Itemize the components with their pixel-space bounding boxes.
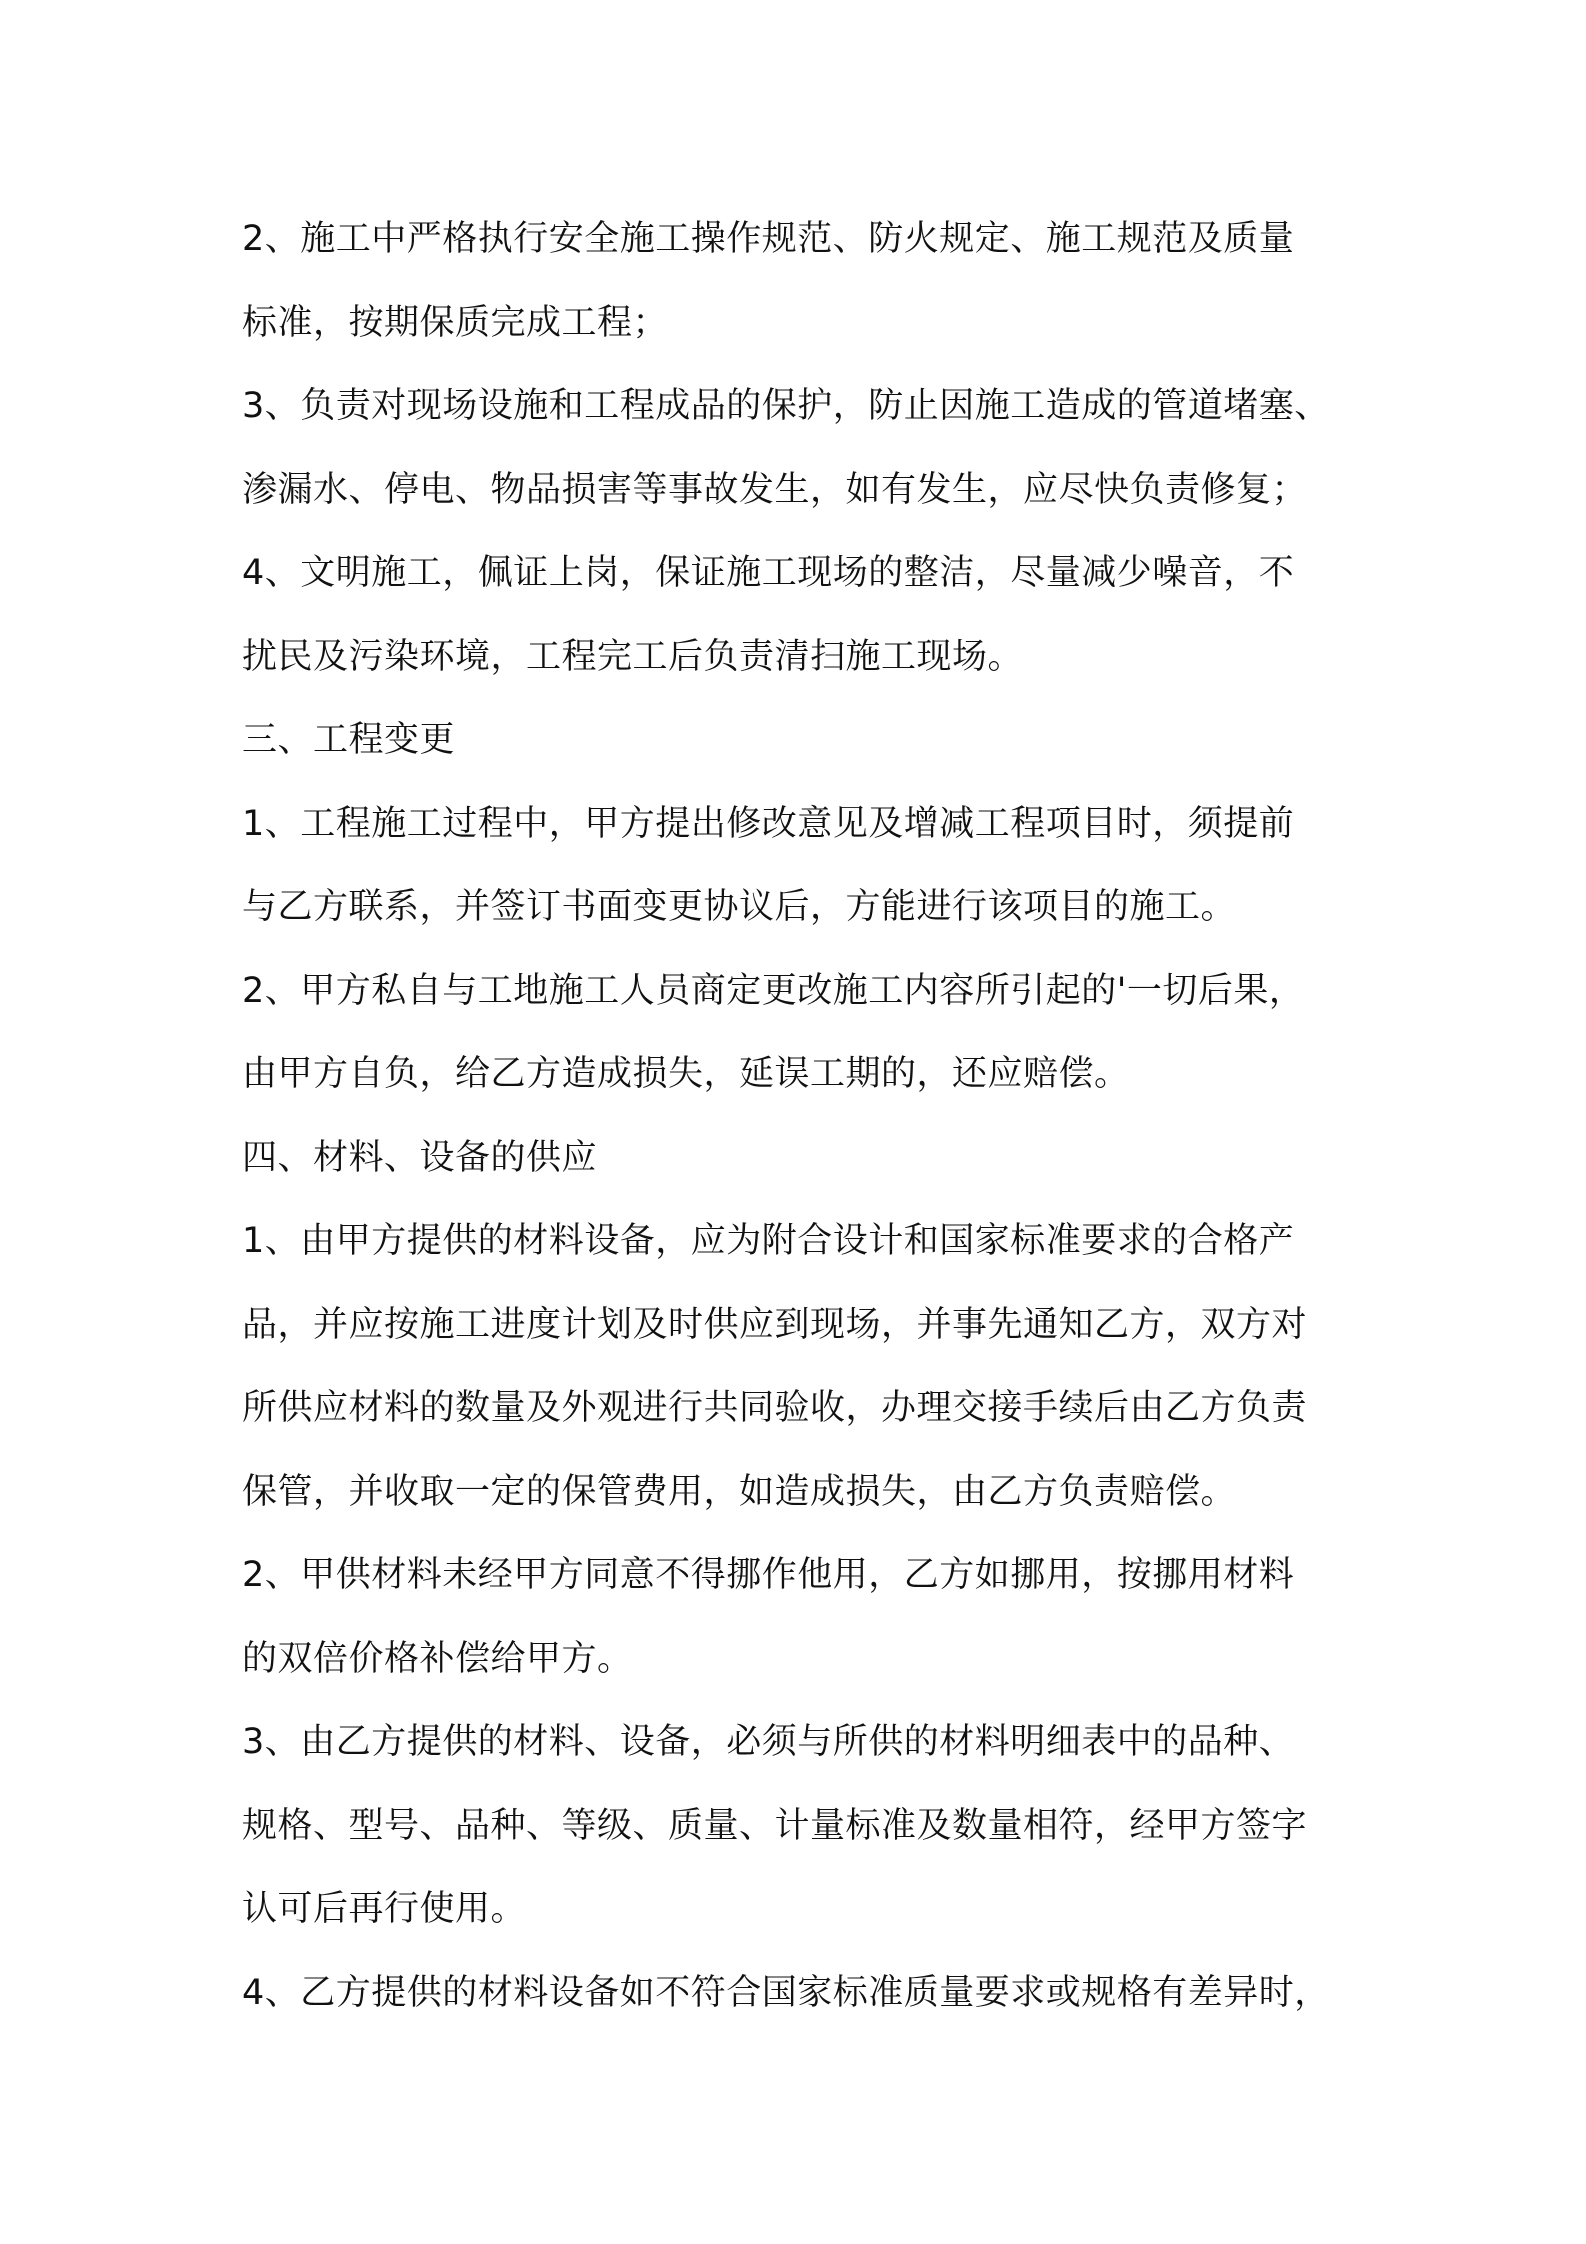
section-3-heading: 三、工程变更 [242,720,456,760]
change-clause-1-line-1: 1、工程施工过程中，甲方提出修改意见及增减工程项目时，须提前 [242,803,1295,844]
supply-clause-3-line-1: 3、由乙方提供的材料、设备，必须与所供的材料明细表中的品种、 [242,1722,1295,1762]
supply-clause-1-line-4: 保管，并收取一定的保管费用，如造成损失，由乙方负责赔偿。 [242,1471,1237,1512]
clause-4-line-2: 扰民及污染环境，工程完工后负责清扫施工现场。 [242,636,1024,677]
clause-3-line-2: 渗漏水、停电、物品损害等事故发生，如有发生，应尽快负责修复； [242,469,1308,510]
supply-clause-1-line-1: 1、由甲方提供的材料设备，应为附合设计和国家标准要求的合格产 [242,1221,1295,1261]
section-4-heading: 四、材料、设备的供应 [242,1137,598,1178]
supply-clause-1-line-3: 所供应材料的数量及外观进行共同验收，办理交接手续后由乙方负责 [242,1388,1308,1428]
supply-clause-1-line-2: 品，并应按施工进度计划及时供应到现场，并事先通知乙方，双方对 [242,1304,1308,1345]
clause-4-line-1: 4、文明施工，佩证上岗，保证施工现场的整洁，尽量减少噪音，不 [242,553,1295,593]
document-body [242,198,1572,2035]
supply-clause-4-line-1: 4、乙方提供的材料设备如不符合国家标准质量要求或规格有差异时， [242,1972,1330,2013]
clause-2-line-1: 2、施工中严格执行安全施工操作规范、防火规定、施工规范及质量 [242,219,1295,259]
clause-2-line-2: 标准，按期保质完成工程； [242,302,669,343]
supply-clause-2-line-2: 的双倍价格补偿给甲方。 [242,1638,633,1679]
change-clause-1-line-2: 与乙方联系，并签订书面变更协议后，方能进行该项目的施工。 [242,887,1237,927]
change-clause-2-line-1: 2、甲方私自与工地施工人员商定更改施工内容所引起的'一切后果， [242,970,1305,1011]
supply-clause-3-line-2: 规格、型号、品种、等级、质量、计量标准及数量相符，经甲方签字 [242,1805,1308,1846]
supply-clause-3-line-3: 认可后再行使用。 [242,1889,527,1929]
supply-clause-2-line-1: 2、甲供材料未经甲方同意不得挪作他用，乙方如挪用，按挪用材料 [242,1555,1295,1595]
clause-3-line-1: 3、负责对现场设施和工程成品的保护，防止因施工造成的管道堵塞、 [242,386,1330,426]
change-clause-2-line-2: 由甲方自负，给乙方造成损失，延误工期的，还应赔偿。 [242,1054,1130,1094]
